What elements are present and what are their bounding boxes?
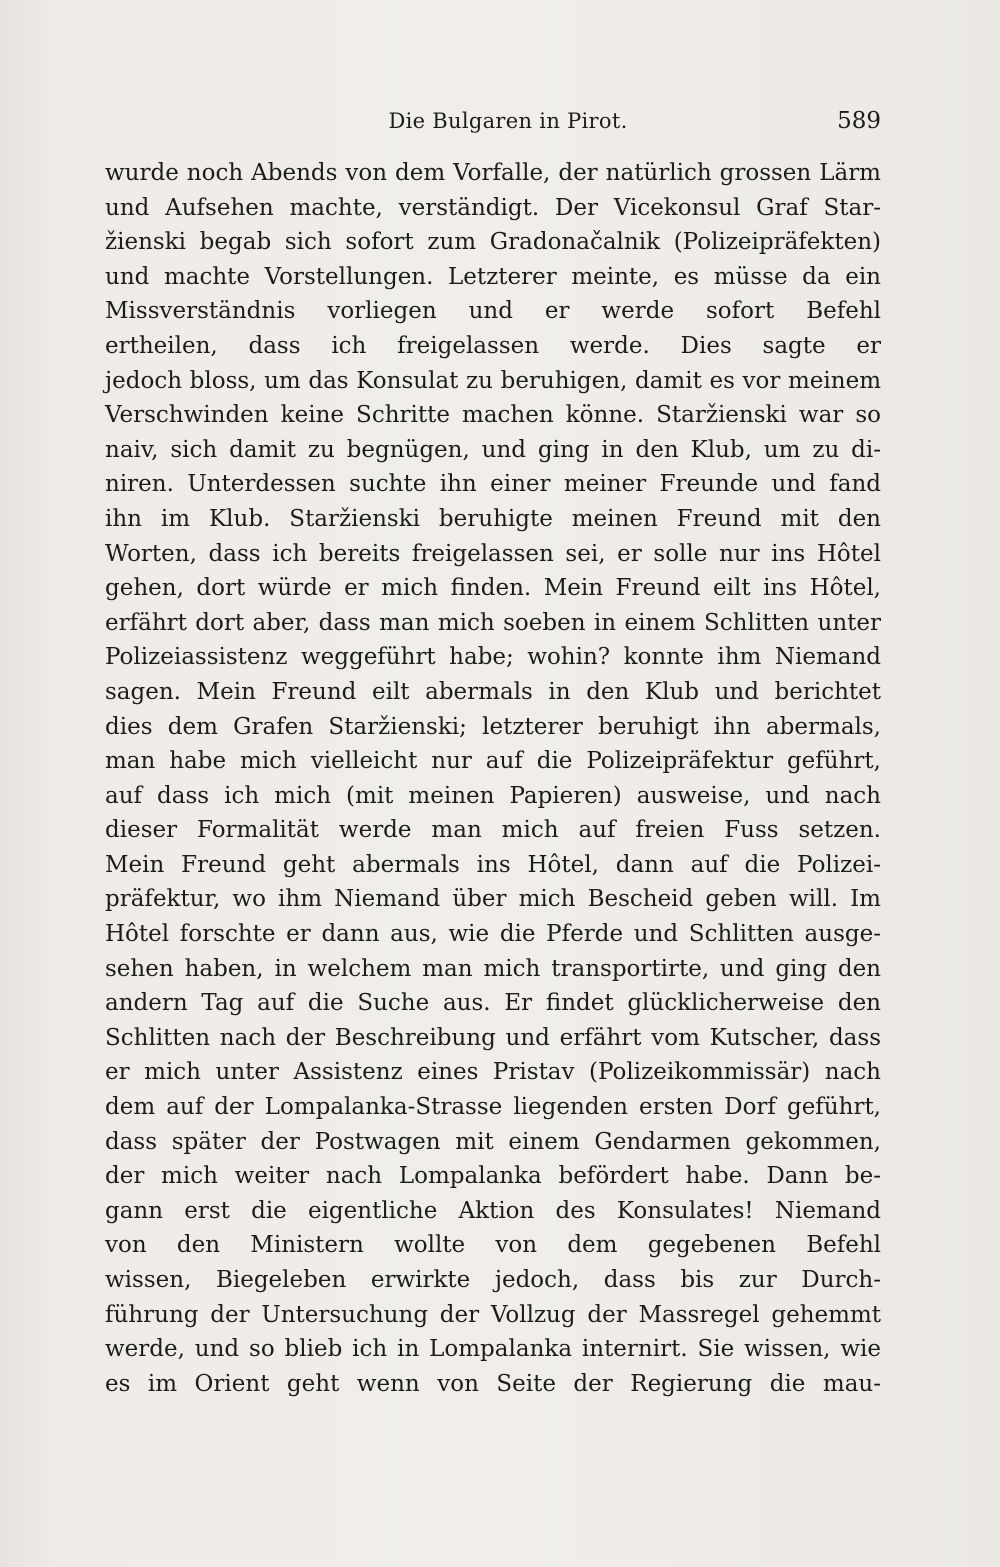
text-line: dieser Formalität werde man mich auf freien Fuss setzen. — [105, 817, 881, 844]
text-line: von den Ministern wollte von dem gegebenen Befehl — [105, 1232, 881, 1259]
text-line: dem auf der Lompalanka-Strasse liegenden ersten Dorf geführt, — [105, 1094, 881, 1121]
text-line: er mich unter Assistenz eines Pristav (Polizeikommissär) nach — [105, 1059, 881, 1086]
page-number: 589 — [837, 108, 881, 134]
text-line: ertheilen, dass ich freigelassen werde. Dies sagte er — [105, 332, 881, 359]
text-line: und machte Vorstellungen. Letzterer meinte, es müsse da ein — [105, 263, 881, 290]
running-title: Die Bulgaren in Pirot. — [388, 109, 628, 133]
text-line: Schlitten nach der Beschreibung und erfährt vom Kutscher, dass — [105, 1024, 881, 1051]
text-line: Polizeiassistenz weggeführt habe; wohin? konnte ihm Niemand — [105, 644, 881, 671]
text-line: dies dem Grafen Staržienski; letzterer beruhigt ihn abermals, — [105, 713, 881, 740]
text-line: Worten, dass ich bereits freigelassen sei, er solle nur ins Hôtel — [105, 540, 881, 567]
body-text — [105, 156, 881, 1401]
text-line: wissen, Biegeleben erwirkte jedoch, dass bis zur Durch- — [105, 1267, 881, 1293]
text-line: sehen haben, in welchem man mich transportirte, und ging den — [105, 955, 881, 982]
page-header — [105, 104, 881, 138]
text-line: niren. Unterdessen suchte ihn einer meiner Freunde und fand — [105, 471, 881, 498]
text-line: Missverständnis vorliegen und er werde sofort Befehl — [105, 298, 881, 325]
text-line: jedoch bloss, um das Konsulat zu beruhigen, damit es vor meinem — [105, 367, 881, 394]
text-line: es im Orient geht wenn von Seite der Regierung die mau- — [105, 1370, 881, 1397]
text-line: Hôtel forschte er dann aus, wie die Pferde und Schlitten ausge- — [105, 921, 881, 948]
text-line: žienski begab sich sofort zum Gradonačalnik (Polizeipräfekten) — [105, 229, 881, 256]
text-line: gehen, dort würde er mich finden. Mein Freund eilt ins Hôtel, — [105, 575, 881, 602]
text-line: andern Tag auf die Suche aus. Er findet glücklicherweise den — [105, 990, 881, 1017]
text-line: man habe mich vielleicht nur auf die Polizeipräfektur geführt, — [105, 748, 881, 775]
text-line: werde, und so blieb ich in Lompalanka internirt. Sie wissen, wie — [105, 1336, 881, 1363]
text-line: gann erst die eigentliche Aktion des Konsulates! Niemand — [105, 1197, 881, 1224]
text-line: wurde noch Abends von dem Vorfalle, der natürlich grossen Lärm — [105, 160, 881, 186]
text-line: Mein Freund geht abermals ins Hôtel, dann auf die Polizei- — [105, 851, 881, 878]
text-line: dass später der Postwagen mit einem Gendarmen gekommen, — [105, 1128, 881, 1155]
text-line: führung der Untersuchung der Vollzug der Massregel gehemmt — [105, 1301, 881, 1328]
text-line: sagen. Mein Freund eilt abermals in den Klub und berichtet — [105, 678, 881, 705]
text-line: auf dass ich mich (mit meinen Papieren) ausweise, und nach — [105, 782, 881, 809]
text-line: naiv, sich damit zu begnügen, und ging in den Klub, um zu di- — [105, 436, 881, 463]
text-line: erfährt dort aber, dass man mich soeben in einem Schlitten unter — [105, 609, 881, 636]
text-line: und Aufsehen machte, verständigt. Der Vicekonsul Graf Star- — [105, 194, 881, 221]
text-line: ihn im Klub. Staržienski beruhigte meinen Freund mit den — [105, 505, 881, 532]
text-line: der mich weiter nach Lompalanka befördert habe. Dann be- — [105, 1163, 881, 1190]
text-line: Verschwinden keine Schritte machen könne. Staržienski war so — [105, 402, 881, 429]
text-line: präfektur, wo ihm Niemand über mich Bescheid geben will. Im — [105, 886, 881, 913]
